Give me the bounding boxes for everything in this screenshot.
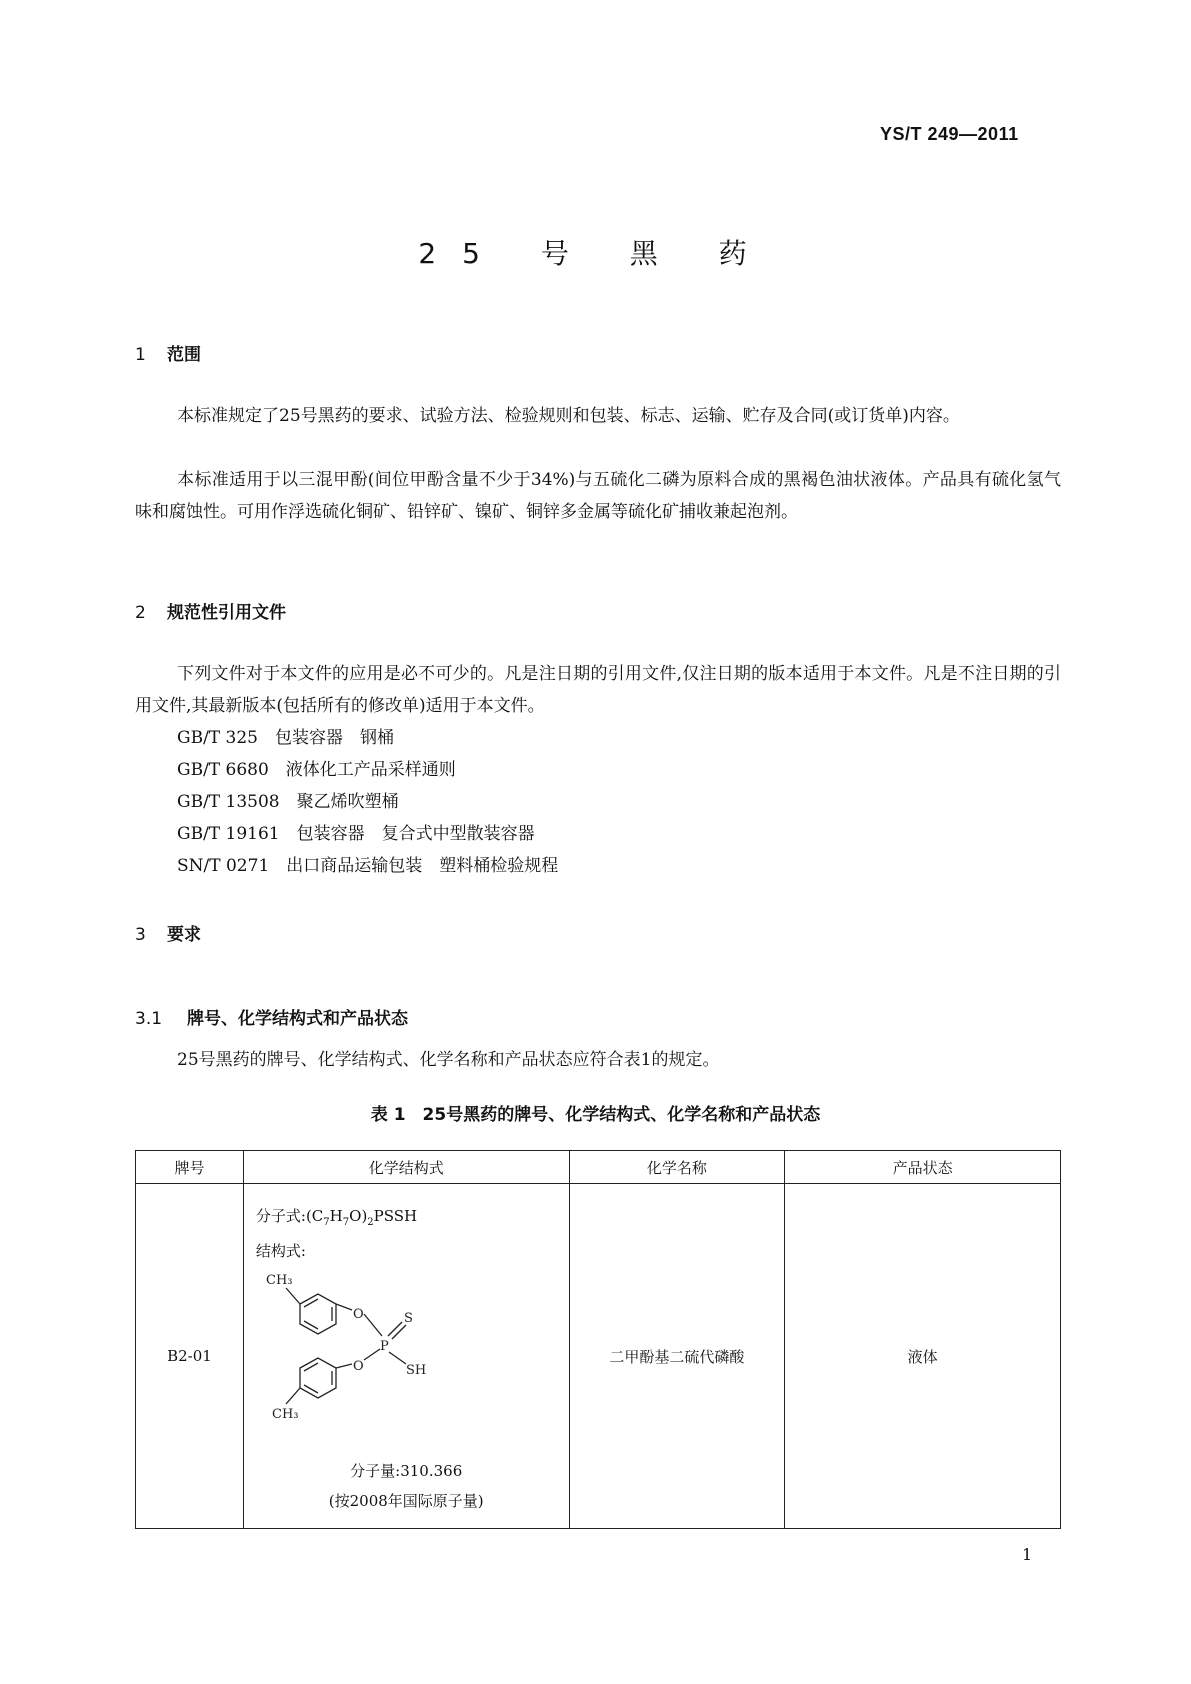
page-number: 1 <box>1022 1545 1033 1564</box>
atom-sh: SH <box>405 1363 427 1378</box>
cell-chem-name: 二甲酚基二硫代磷酸 <box>569 1184 785 1529</box>
atom-p: P <box>379 1339 389 1354</box>
molecular-formula: 分子式$:(C_7H_7O)_2PSSH$ <box>255 1207 418 1228</box>
section-number: 3.1 <box>135 1009 163 1029</box>
section-title: 牌号、化学结构式和产品状态 <box>187 1009 408 1029</box>
table-header-row <box>136 1151 1061 1184</box>
atom-ch3-bottom: CH₃ <box>271 1407 299 1422</box>
atom-o2: O <box>352 1359 364 1374</box>
table-row <box>136 1184 1061 1529</box>
cell-grade: B2-01 <box>136 1184 244 1529</box>
section-heading-3-1 <box>135 1004 408 1029</box>
molecular-weight-value: 分子量:310.366 <box>350 1462 463 1480</box>
reference-item: GB/T 13508 聚乙烯吹塑桶 <box>177 792 399 812</box>
structural-formula <box>258 1264 458 1454</box>
cell-state: 液体 <box>785 1184 1061 1529</box>
header-state: 产品状态 <box>785 1151 1061 1184</box>
reference-item: GB/T 19161 包装容器 复合式中型散装容器 <box>177 824 535 844</box>
atom-ch3-top: CH₃ <box>265 1273 293 1288</box>
document-title: 25 号 黑 药 <box>418 237 773 270</box>
cell-structure <box>243 1184 569 1529</box>
paragraph-scope-1: 本标准规定了25号黑药的要求、试验方法、检验规则和包装、标志、运输、贮存及合同(或订货单)内容。 <box>177 406 960 426</box>
header-grade: 牌号 <box>136 1151 244 1184</box>
section-heading-3 <box>135 920 201 945</box>
header-structure: 化学结构式 <box>243 1151 569 1184</box>
structure-label: 结构式: <box>255 1242 306 1260</box>
atom-s: S <box>403 1311 413 1326</box>
section-number: 3 <box>135 925 146 945</box>
reference-item: GB/T 325 包装容器 钢桶 <box>177 728 394 748</box>
section-number: 1 <box>135 345 146 365</box>
section-heading-2 <box>135 598 286 623</box>
section-heading-1 <box>135 340 201 365</box>
paragraph-requirements: 25号黑药的牌号、化学结构式、化学名称和产品状态应符合表1的规定。 <box>177 1050 720 1070</box>
formula-block <box>256 1202 417 1265</box>
section-title: 要求 <box>167 925 201 945</box>
paragraph-references: 下列文件对于本文件的应用是必不可少的。凡是注日期的引用文件,仅注日期的版本适用于本文件。凡是不注日期的引用文件,其最新版本(包括所有的修改单)适用于本文件。 <box>135 664 1061 716</box>
molecular-weight <box>244 1456 569 1516</box>
paragraph-scope-2: 本标准适用于以三混甲酚(间位甲酚含量不少于34%)与五硫化二磷为原料合成的黑褐色油状液体。产品具有硫化氢气味和腐蚀性。可用作浮选硫化铜矿、铅锌矿、镍矿、铜锌多金属等硫化矿捕收兼起泡剂。 <box>135 470 1061 522</box>
table-caption: 表 1 25号黑药的牌号、化学结构式、化学名称和产品状态 <box>370 1105 821 1125</box>
header-chem-name: 化学名称 <box>569 1151 785 1184</box>
atom-o1: O <box>352 1307 364 1322</box>
section-number: 2 <box>135 603 146 623</box>
spec-table <box>135 1150 1061 1529</box>
reference-item: GB/T 6680 液体化工产品采样通则 <box>177 760 456 780</box>
reference-item: SN/T 0271 出口商品运输包装 塑料桶检验规程 <box>177 856 559 876</box>
section-title: 规范性引用文件 <box>167 603 286 623</box>
standard-code: YS/T 249—2011 <box>880 124 1019 144</box>
section-title: 范围 <box>167 345 201 365</box>
molecular-weight-note: (按2008年国际原子量) <box>328 1492 484 1510</box>
